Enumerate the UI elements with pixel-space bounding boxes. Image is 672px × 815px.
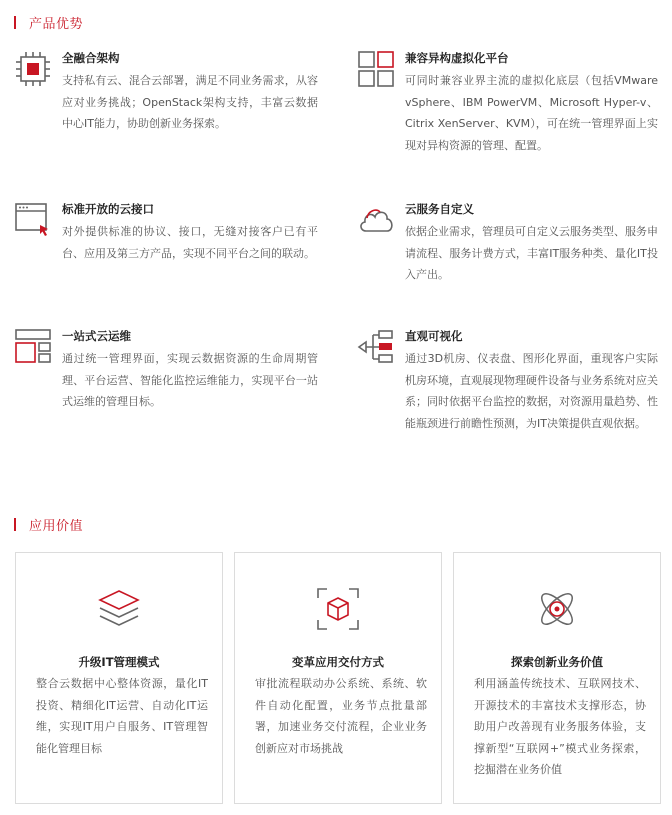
- card-title: 探索创新业务价值: [511, 655, 603, 669]
- tree-network-icon: [357, 328, 395, 366]
- section-title-text: 应用价值: [29, 518, 84, 534]
- section-title-text: 产品优势: [29, 16, 84, 32]
- card-desc: 审批流程联动办公系统、系统、软件自动化配置，业务节点批量部署，加速业务交付流程，企业业务创新应对市场挑战: [255, 677, 427, 755]
- layers-icon: [96, 586, 142, 632]
- cube-focus-icon: [315, 586, 361, 632]
- section-accent-bar: [14, 16, 16, 29]
- cloud-icon: [357, 201, 395, 239]
- atom-icon: [534, 586, 580, 632]
- card-desc: 利用涵盖传统技术、互联网技术、开源技术的丰富技术支撑形态，协助用户改善现有业务服务体验，支撑新型“互联网+”模式业务探索，挖掘潜在业务价值: [474, 677, 646, 776]
- card-desc: 整合云数据中心整体资源，量化IT投资、精细化IT运营、自动化IT运维，实现IT用户自服务、IT管理智能化管理目标: [36, 677, 208, 755]
- section-accent-bar: [14, 518, 16, 531]
- section-title-value: [14, 515, 83, 533]
- feature-title: 标准开放的云接口: [62, 202, 154, 216]
- feature-desc: 支持私有云、混合云部署，满足不同业务需求，从容应对业务挑战；OpenStack架构支持，丰富云数据中心IT能力，协助创新业务探索。: [62, 74, 318, 130]
- feature-title: 全融合架构: [62, 51, 120, 65]
- card-app-delivery: [234, 552, 442, 804]
- feature-desc: 可同时兼容业界主流的虚拟化底层（包括VMware vSphere、IBM PowerVM、Microsoft Hyper-v、Citrix XenServer、KVM），可在统一管理界面上实现对异构资源的管理、配置。: [405, 74, 658, 152]
- feature-desc: 对外提供标准的协议、接口，无缝对接客户已有平台、应用及第三方产品，实现不同平台之间的联动。: [62, 225, 318, 260]
- feature-desc: 通过3D机房、仪表盘、图形化界面，重现客户实际机房环境，直观展现物理硬件设备与业务系统对应关系；同时依据平台监控的数据，对资源用量趋势、性能瓶颈进行前瞻性预测，为IT决策提供直观依据。: [405, 352, 658, 430]
- section-title-advantages: [14, 13, 83, 31]
- card-title: 升级IT管理模式: [78, 655, 160, 669]
- feature-desc: 依据企业需求，管理员可自定义云服务类型、服务申请流程、服务计费方式，丰富IT服务种类、量化IT投入产出。: [405, 225, 658, 281]
- feature-desc: 通过统一管理界面，实现云数据资源的生命周期管理、平台运营、智能化监控运维能力，实现平台一站式运维的管理目标。: [62, 352, 318, 408]
- feature-title: 兼容异构虚拟化平台: [405, 51, 509, 65]
- card-innovation-value: [453, 552, 661, 804]
- browser-cursor-icon: [14, 201, 52, 239]
- dashboard-layout-icon: [14, 328, 52, 366]
- feature-title: 一站式云运维: [62, 329, 131, 343]
- feature-title: 直观可视化: [405, 329, 463, 343]
- feature-title: 云服务自定义: [405, 202, 474, 216]
- grid-icon: [357, 50, 395, 88]
- chip-icon: [14, 50, 52, 88]
- card-upgrade-it-management: [15, 552, 223, 804]
- card-title: 变革应用交付方式: [292, 655, 384, 669]
